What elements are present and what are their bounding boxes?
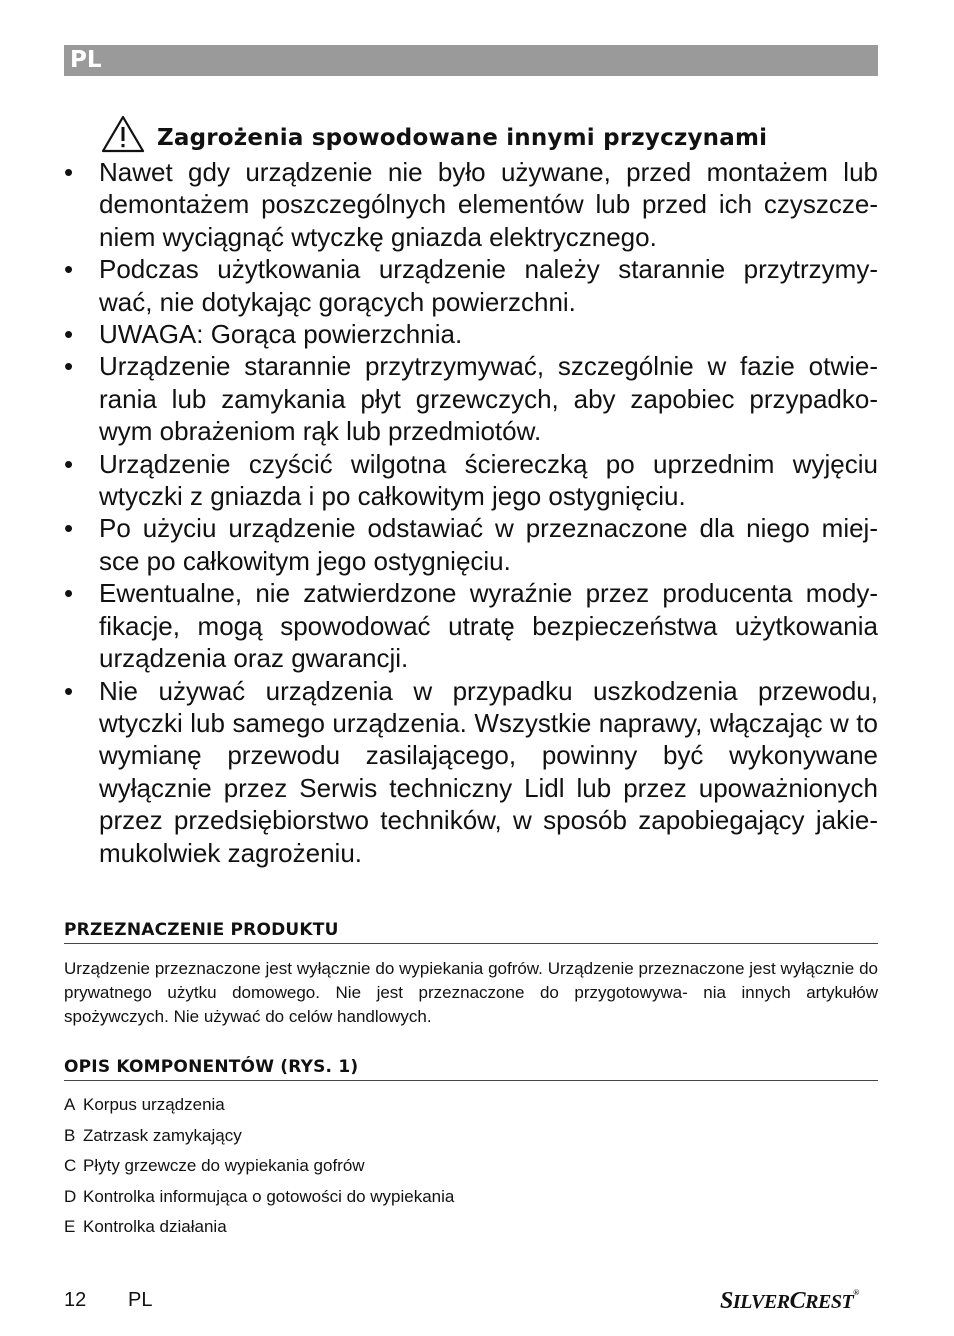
bullet-item [64,577,878,674]
components-heading: OPIS KOMPONENTÓW (RYS. 1) [64,1057,878,1081]
component-label: Zatrzask zamykający [83,1126,242,1145]
component-item [64,1095,225,1115]
bullet-symbol: • [64,578,74,609]
component-label: Kontrolka informująca o gotowości do wypiekania [83,1187,455,1206]
bullet-text: Ewentualne, nie zatwierdzone wyraźnie przez producenta mody- fikacje, mogą spowodować utratę bezpieczeństwa użytkowania urządzenia oraz gwarancji. [99,578,878,674]
bullet-text: Po użyciu urządzenie odstawiać w przeznaczone dla niego miej- sce po całkowitym jego ostygnięciu. [99,513,878,576]
bullet-item [64,675,878,869]
bullet-item [64,350,878,447]
warning-heading [100,114,880,154]
component-key: D [64,1187,77,1206]
warning-triangle-icon [100,114,146,154]
purpose-text: Urządzenie przeznaczone jest wyłącznie do wypiekania gofrów. Urządzenie przeznaczone jest wyłącznie do prywatnego użytku domowego. Nie jest przeznaczone do przygotowywa- nia innych artykułów spożywczych. Nie używać do celów handlowych. [64,959,878,1026]
bullet-symbol: • [64,351,74,382]
bullet-text: Nawet gdy urządzenie nie było używane, przed montażem lub demontażem poszczególnych elementów lub przed ich czyszcze- niem wyciągnąć wtyczkę gniazda elektrycznego. [99,157,878,252]
bullet-text: Urządzenie starannie przytrzymywać, szczególnie w fazie otwie- rania lub zamykania płyt grzewczych, aby zapobiec przypadko- wym obrażeniom rąk lub przedmiotów. [99,351,878,447]
component-key: B [64,1126,76,1145]
bullet-item [64,156,878,253]
purpose-heading: PRZEZNACZENIE PRODUKTU [64,920,878,944]
bullet-symbol: • [64,254,74,285]
component-label: Kontrolka działania [83,1217,227,1236]
language-code: PL [70,47,102,73]
component-key: C [64,1156,77,1175]
component-key: E [64,1217,76,1236]
warning-title: Zagrożenia spowodowane innymi przyczynami [157,125,768,151]
bullet-item [64,448,878,513]
component-label: Korpus urządzenia [83,1095,225,1114]
brand-logo: SILVERCREST® [720,1288,859,1314]
bullet-text: Urządzenie czyścić wilgotna ściereczką po uprzednim wyjęciu wtyczki z gniazda i po całkowitym jego ostygnięciu. [99,448,878,512]
bullet-symbol: • [64,319,74,350]
footer-language: PL [128,1289,153,1311]
bullet-text: Podczas użytkowania urządzenie należy starannie przytrzymy- wać, nie dotykając gorących powierzchni. [99,254,878,317]
bullet-text: Nie używać urządzenia w przypadku uszkodzenia przewodu, wtyczki lub samego urządzenia. Wszystkie naprawy, włączając w to wymianę przewodu zasilającego, powinny być wykonywane wyłącznie przez Serwis techniczny Lidl lub przez upoważnionych przez przedsiębiorstwo techników, w sposób zapobiegający jakie- mukolwiek zagrożeniu. [99,675,878,868]
component-item [64,1126,242,1146]
bullet-item [64,512,878,577]
language-header-bar [64,45,878,76]
bullet-symbol: • [64,157,74,187]
page-number: 12 [64,1289,87,1311]
safety-bullet-list [64,156,878,869]
component-label: Płyty grzewcze do wypiekania gofrów [83,1156,365,1175]
bullet-item [64,318,878,350]
bullet-symbol: • [64,448,74,479]
component-key: A [64,1095,76,1114]
bullet-item [64,253,878,318]
bullet-text: UWAGA: Gorąca powierzchnia. [99,319,463,350]
component-item [64,1156,365,1176]
bullet-symbol: • [64,513,74,544]
bullet-symbol: • [64,675,74,706]
component-item [64,1217,227,1237]
component-item [64,1187,454,1207]
